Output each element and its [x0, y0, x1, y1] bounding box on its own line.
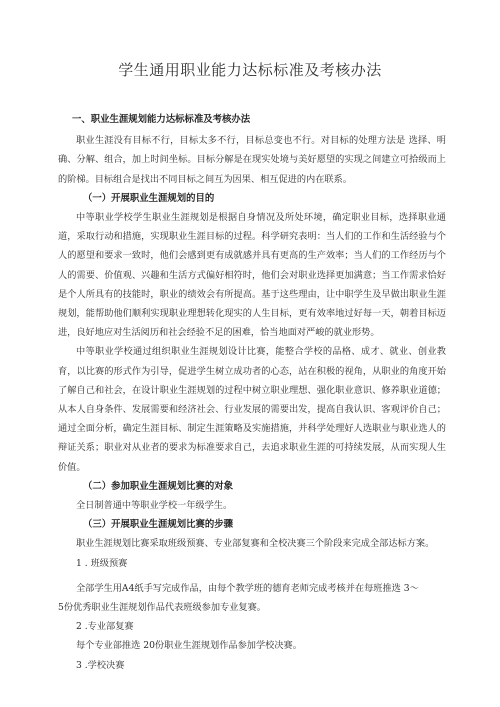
step-1-text-b: 5份优秀职业生涯规划作品代表班级参加专业复赛。: [58, 602, 266, 614]
sub1-paragraph-2: 中等职业学校通过组织职业生涯规划设计比赛，能整合学校的品格、成才、就业、创业教育，以比赛的形式作为引导，促进学生树立成功者的心态，站在积极的视角，从职业的角度开始了解自己和社会，在设计职业生涯规划的过程中树立职业理想、强化职业意识、修养职业道德；从本人自身条件、发展需要和经济社会、行业发展的需要出发，提高自我认识、客观评价自己；通过全面分析，确定生涯目标、制定生涯策略及实施措施，并科学处理好人选职业与职业选人的辩证关系；职业对从业者的要求为标准要求自己，去追求职业生涯的可持续发展，从而实现人生价值。: [58, 346, 446, 473]
subsection-heading-2: （二）参加职业生涯规划比赛的对象: [83, 480, 234, 492]
step-1-text-a: 全部学生用A4纸手写完成作品，由每个教学班的德育老师完成考核并在每班推选 3～: [76, 582, 419, 594]
document-body: [58, 110, 446, 675]
subsection-heading-3: （三）开展职业生涯规划比赛的步骤: [83, 519, 234, 531]
sub3-paragraph: 职业生涯规划比赛采取班级预赛、专业部复赛和全校决赛三个阶段来完成全部达标方案。: [76, 538, 435, 550]
section1-paragraph: 职业生涯没有目标不行，目标太多不行，目标总变也不行。对目标的处理方法是 选择、明确、分解、组合，加上时间坐标。目标分解是在现实处境与美好愿望的实现之间建立可拾级而上的阶梯。目标组合是找出不同目标之间互为因果、相互促进的内在联系。: [58, 135, 446, 185]
step-2-text: 每个专业部推选 20份职业生涯规划作品参加学校决赛。: [76, 640, 302, 652]
step-1-label: 1 . 班级预赛: [76, 557, 128, 569]
step-3-label: 3 .学校决赛: [76, 659, 125, 671]
sub1-paragraph-1: 中等职业学校学生职业生涯规划是根据自身情况及所处环境，确定职业目标，选择职业通道，采取行动和措施，实现职业生涯目标的过程。科学研究表明：当人们的工作和生活经验与个人的愿望和要求一致时，他们会感到更有成就感并具有更高的生产效率；当人们的工作经历与个人的需要、价值观、兴趣和生活方式偏好相符时，他们会对职业选择更加满意；当工作需求恰好是个人所具有的技能时，职业的绩效会有所提高。基于这些理由，让中职学生及早做出职业生涯规划，能帮助他们顺利实现职业理想转化现实的人生目标，更有效率地过好每一天，朝着目标迈进，良好地应对生活阅历和社会经验不足的困难，恰当地面对严峻的就业形势。: [58, 212, 446, 339]
sub2-paragraph: 全日制普通中等职业学校一年级学生。: [76, 500, 233, 512]
subsection-heading-1: （一）开展职业生涯规划的目的: [83, 192, 215, 204]
section-heading-1: 一、职业生涯规划能力达标标准及考核办法: [72, 114, 251, 125]
document-title: 学生通用职业能力达标标准及考核办法: [118, 61, 382, 79]
step-2-label: 2 .专业部复赛: [76, 621, 134, 633]
